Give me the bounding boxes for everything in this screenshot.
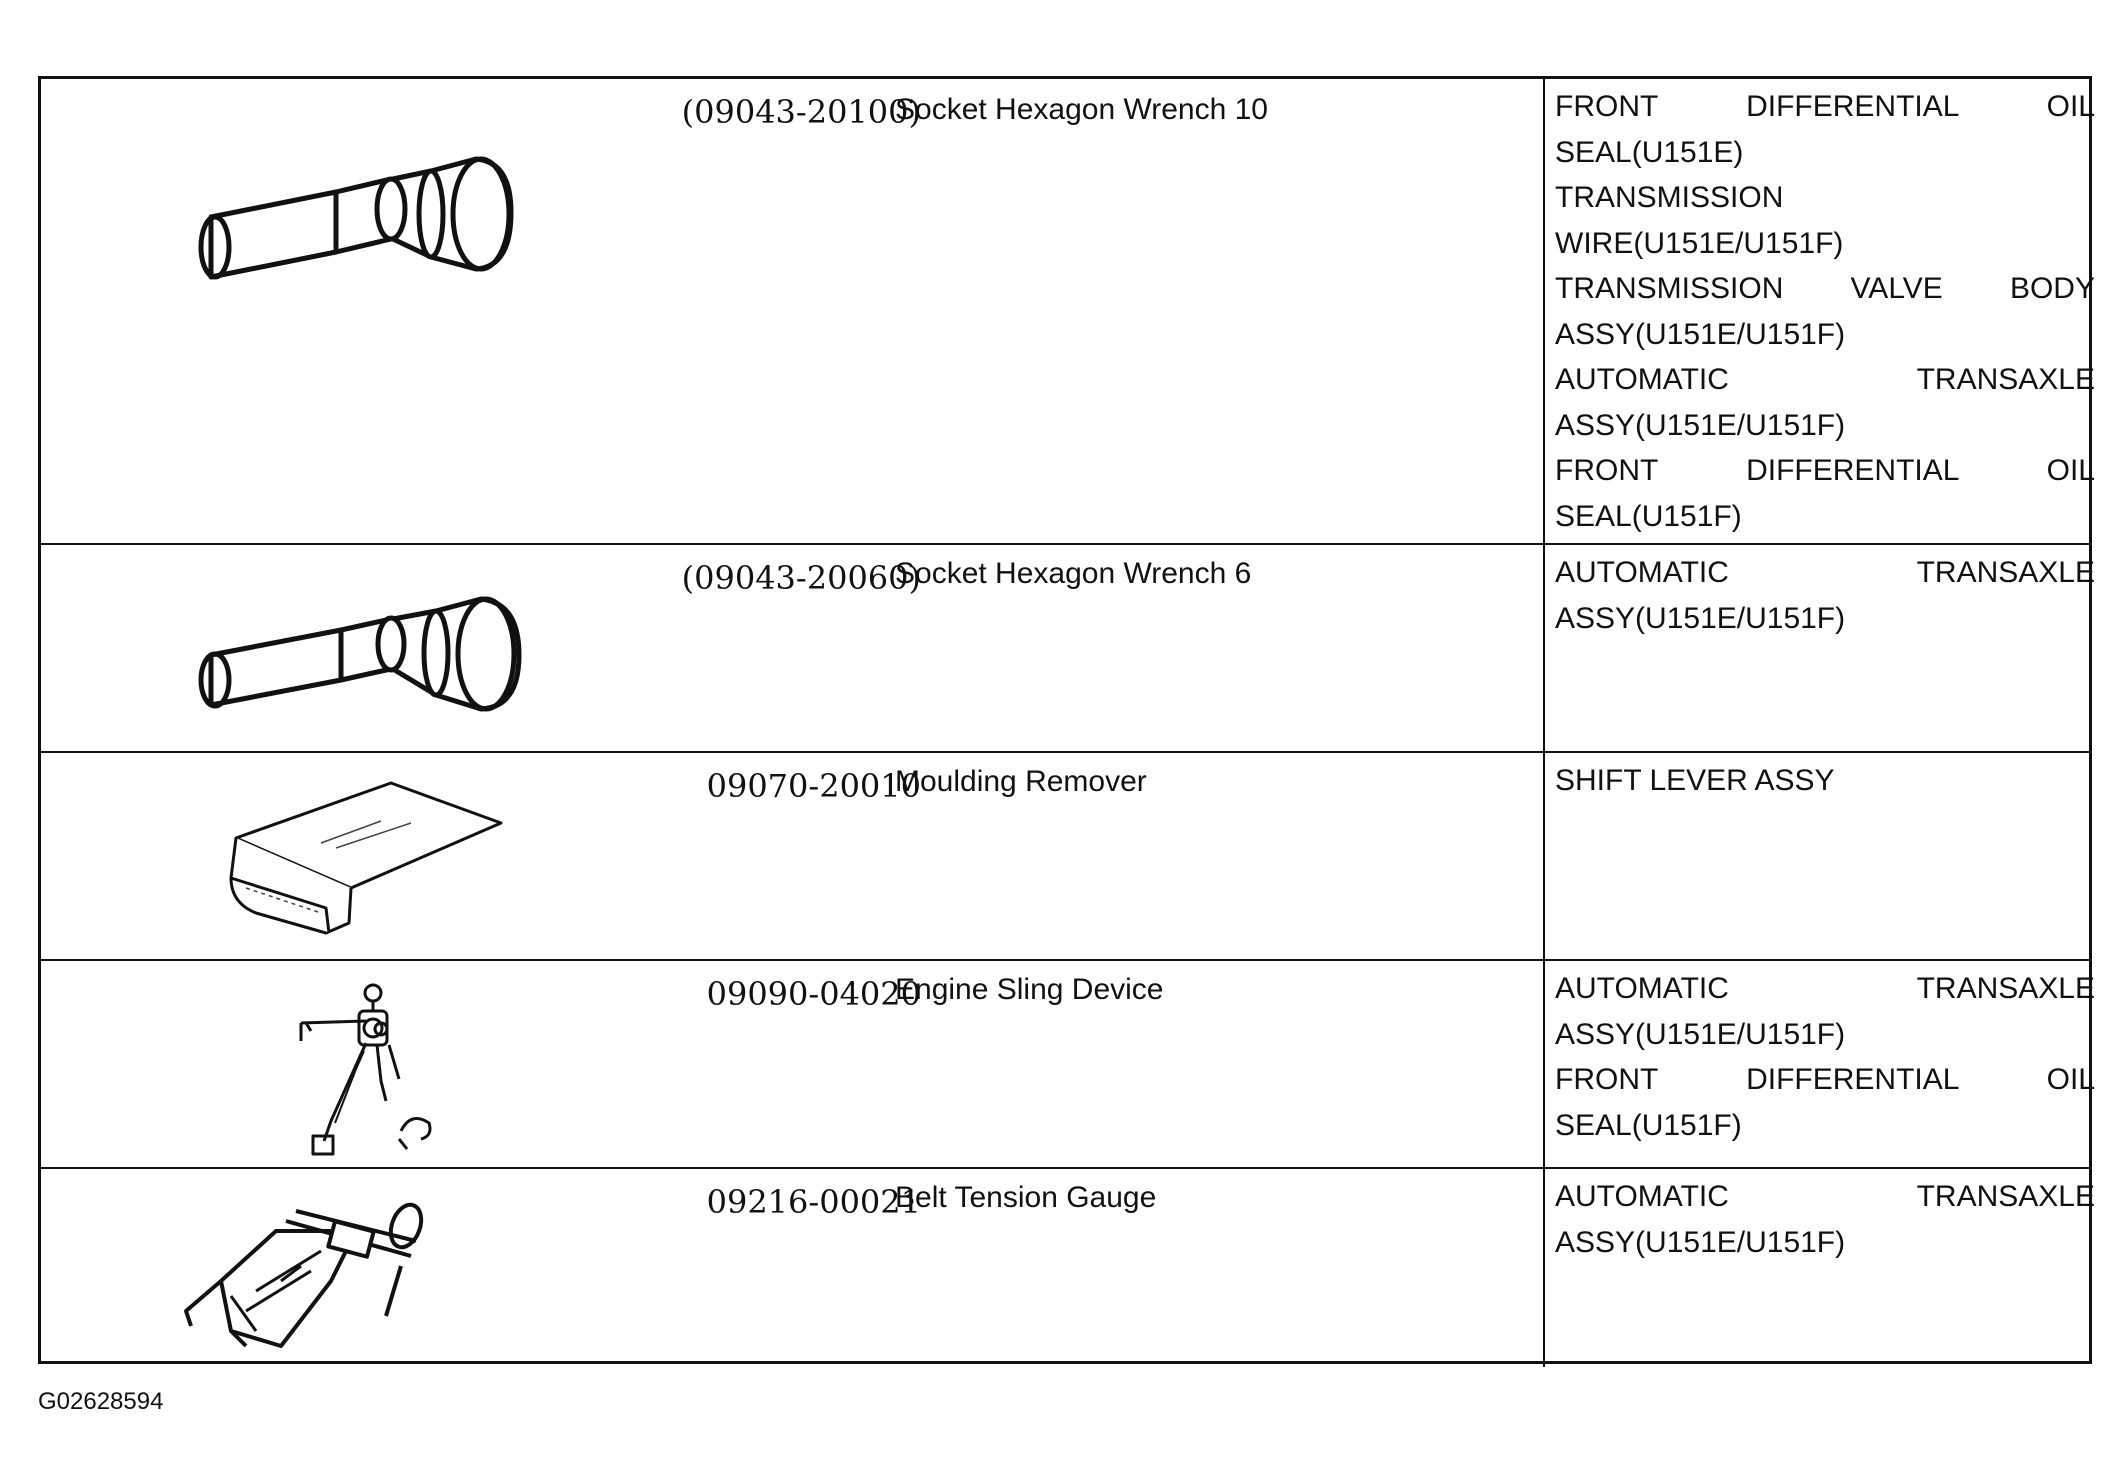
tool-name: Socket Hexagon Wrench 6 xyxy=(895,557,1252,590)
tool-name: Belt Tension Gauge xyxy=(895,1181,1157,1214)
usage-list xyxy=(1555,966,2095,1148)
table-row xyxy=(41,961,2095,1169)
part-number: 09070-20010 xyxy=(706,767,921,805)
usage-list xyxy=(1555,550,2095,641)
usage-list xyxy=(1555,84,2095,539)
usage-line: FRONT DIFFERENTIAL OIL xyxy=(1555,1063,2095,1096)
usage-line: AUTOMATIC TRANSAXLE xyxy=(1555,556,2095,589)
part-number: 09216-00021 xyxy=(706,1183,921,1221)
socket-hex-wrench-icon xyxy=(81,107,601,297)
tool-name: Moulding Remover xyxy=(895,765,1147,798)
table-row xyxy=(41,79,2095,545)
belt-tension-gauge-icon xyxy=(81,1171,601,1361)
part-number: (09043-20100) xyxy=(681,93,921,131)
usage-list xyxy=(1555,758,2095,804)
usage-line: ASSY(U151E/U151F) xyxy=(1555,408,1846,442)
part-number: (09043-20060) xyxy=(681,559,921,597)
usage-line: TRANSMISSION xyxy=(1555,181,1784,214)
usage-line: ASSY(U151E/U151F) xyxy=(1555,601,1846,635)
usage-line: ASSY(U151E/U151F) xyxy=(1555,1225,1846,1259)
usage-line: WIRE(U151E/U151F) xyxy=(1555,226,1844,260)
usage-line: AUTOMATIC TRANSAXLE xyxy=(1555,363,2095,396)
usage-list xyxy=(1555,1174,2095,1265)
tool-name: Engine Sling Device xyxy=(895,973,1164,1006)
usage-line: TRANSMISSION VALVE BODY xyxy=(1555,272,2095,305)
column-divider xyxy=(1543,79,1545,543)
column-divider xyxy=(1543,961,1545,1167)
usage-line: AUTOMATIC TRANSAXLE xyxy=(1555,1180,2095,1213)
table-row xyxy=(41,545,2095,753)
moulding-remover-icon xyxy=(81,763,601,953)
usage-line: SEAL(U151E) xyxy=(1555,135,1744,169)
usage-line: ASSY(U151E/U151F) xyxy=(1555,1017,1846,1051)
part-number: 09090-04020 xyxy=(706,975,921,1013)
special-service-tools-table xyxy=(38,76,2095,1364)
column-divider xyxy=(1543,753,1545,959)
tool-name: Socket Hexagon Wrench 10 xyxy=(895,93,1268,126)
column-divider xyxy=(1543,545,1545,751)
usage-line: FRONT DIFFERENTIAL OIL xyxy=(1555,90,2095,123)
column-divider xyxy=(1543,1169,1545,1367)
usage-line: SEAL(U151F) xyxy=(1555,1108,1742,1142)
figure-id: G02628594 xyxy=(38,1388,164,1415)
table-row xyxy=(41,753,2089,961)
table-row xyxy=(41,1169,2095,1367)
usage-line: ASSY(U151E/U151F) xyxy=(1555,317,1846,351)
usage-line: SEAL(U151F) xyxy=(1555,499,1742,533)
usage-line: FRONT DIFFERENTIAL OIL xyxy=(1555,454,2095,487)
socket-hex-wrench-icon xyxy=(81,555,601,745)
usage-line: AUTOMATIC TRANSAXLE xyxy=(1555,972,2095,1005)
engine-sling-device-icon xyxy=(81,971,601,1161)
usage-line: SHIFT LEVER ASSY xyxy=(1555,764,1835,797)
